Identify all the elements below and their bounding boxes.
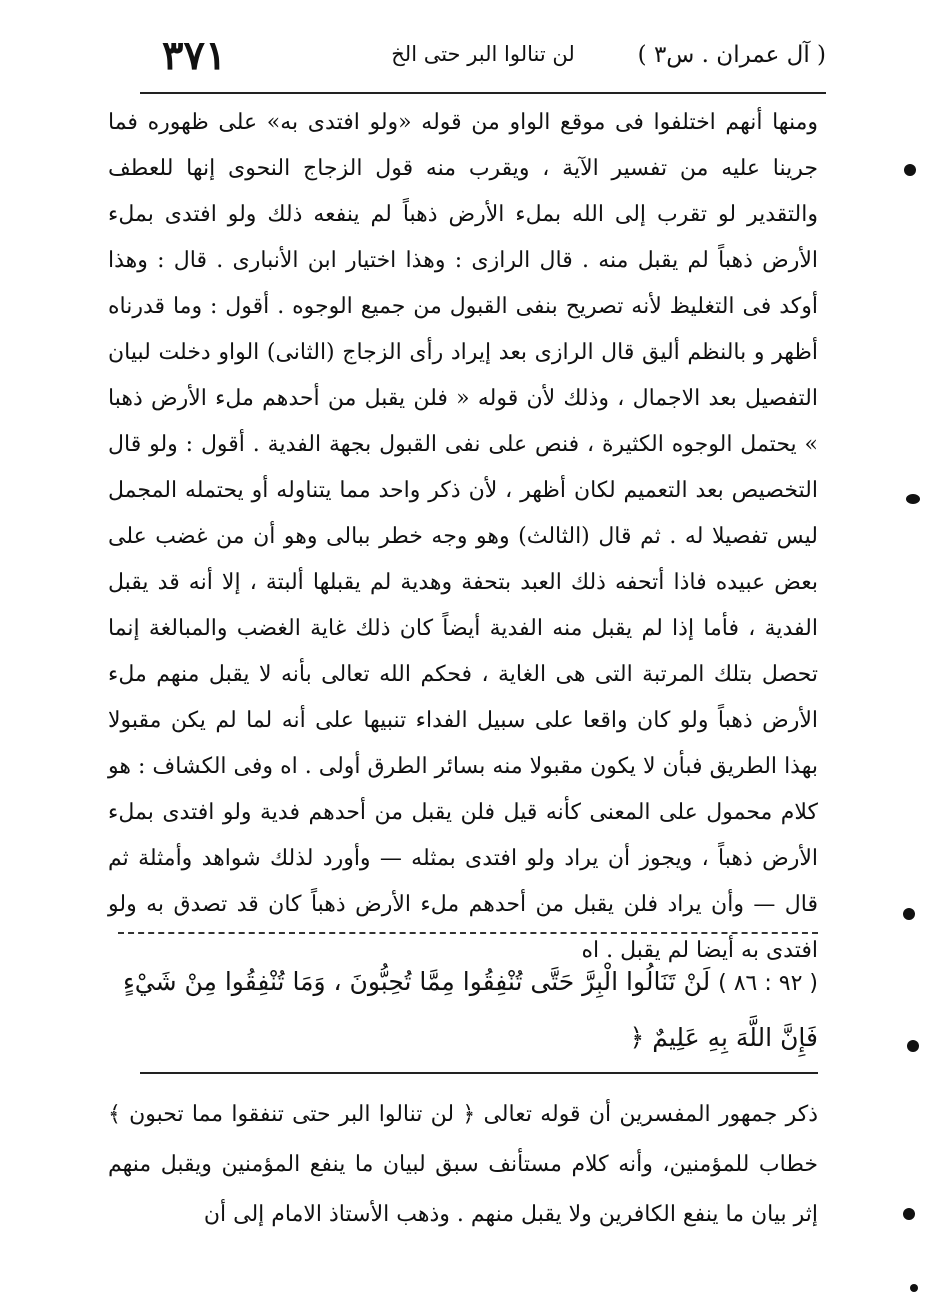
- commentary-text: [108, 100, 819, 963]
- page-number: ٣٧١: [162, 32, 227, 79]
- binding-hole-mark: [903, 1208, 915, 1220]
- binding-hole-mark: [910, 1284, 918, 1292]
- page-header: [140, 30, 826, 90]
- binding-hole-mark: [907, 1040, 919, 1052]
- intro-paragraph: ذكر جمهور المفسرين أن قوله تعالى ﴿ لن تنالوا البر حتى تنفقوا مما تحبون ﴾ خطاب للمؤمنين، وأنه كلام مستأنف سبق لبيان ما ينفع المؤمنين ويقبل منهم إثر بيان ما ينفع الكافرين ولا يقبل منهم . وذهب الأستاذ الامام إلى أن: [108, 1102, 818, 1227]
- intro-text: [108, 1090, 818, 1280]
- commentary-paragraph: ومنها أنهم اختلفوا فى موقع الواو من قوله «ولو افتدى به» على ظهوره فما جرينا عليه من تفسير الآية ، ويقرب منه قول الزجاج النحوى إنها للعطف والتقدير لو تقرب إلى الله بملء الأرض ذهباً لم ينفعه ذلك ولو افتدى بملء الأرض ذهباً لم يقبل منه . قال الرازى : وهذا اختيار ابن الأنبارى . قال : وهذا أوكد فى التغليظ لأنه تصريح بنفى القبول من جميع الوجوه . أقول : وما قدرناه أظهر و بالنظم أليق قال الرازى بعد إيراد رأى الزجاج (الثانى) الواو دخلت لبيان التفصيل بعد الاجمال ، وذلك لأن قوله « فلن يقبل من أحدهم ملء الأرض ذهبا » يحتمل الوجوه الكثيرة ، فنص على نفى القبول بجهة الفدية . أقول : ولو قال التخصيص بعد التعميم لكان أظهر ، لأن ذكر واحد مما يتناوله أو يحتمله المجمل ليس تفصيلا له . ثم قال (الثالث) وهو وجه خطر ببالى وهو أن من غضب على بعض عبيده فاذا أتحفه ذلك العبد بتحفة وهدية لم يقبلها ألبتة ، إلا أنه قد يقبل الفدية ، فأما إذا لم يقبل منه الفدية أيضاً كان ذلك غاية الغضب والمبالغة إنما تحصل بتلك المرتبة التى هى الغاية ، فحكم الله تعالى بأنه لا يقبل منهم ملء الأرض ذهباً ولو كان واقعا على سبيل الفداء تنبيها على أنه لما لم يكن مقبولا بهذا الطريق فبأن لا يكون مقبولا منه بسائر الطرق أولى . اه وفى الكشاف : هو كلام محمول على المعنى كأنه قيل فلن يقبل من أحدهم فدية ولو افتدى بملء الأرض ذهباً ، ويجوز أن يراد ولو افتدى بمثله — وأورد لذلك شواهد وأمثلة ثم قال — وأن يراد فلن يقبل من أحدهم ملء الأرض ذهباً كان قد تصدق به ولو افتدى به أيضا لم يقبل . اه: [108, 110, 819, 963]
- header-rule: [140, 92, 826, 94]
- verse-divider: [140, 1072, 818, 1074]
- running-title: لن تنالوا البر حتى الخ: [391, 42, 575, 66]
- binding-hole-mark: [906, 494, 920, 504]
- section-divider: [118, 932, 818, 934]
- binding-hole-mark: [904, 164, 916, 176]
- surah-reference: ( آل عمران . س٣ ): [637, 42, 826, 68]
- verse-text: لَنْ تَنَالُوا الْبِرَّ حَتَّى تُنْفِقُوا مِمَّا تُحِبُّونَ ، وَمَا تُنْفِقُوا مِنْ شَيْءٍ فَإِنَّ اللَّهَ بِهِ عَلِيمٌ ﴿: [123, 967, 818, 1052]
- verse-reference: ( ٩٢ : ٨٦ ): [718, 971, 818, 996]
- binding-hole-mark: [903, 908, 915, 920]
- quran-verse: [120, 955, 818, 1065]
- verse-text-line: [120, 955, 818, 1065]
